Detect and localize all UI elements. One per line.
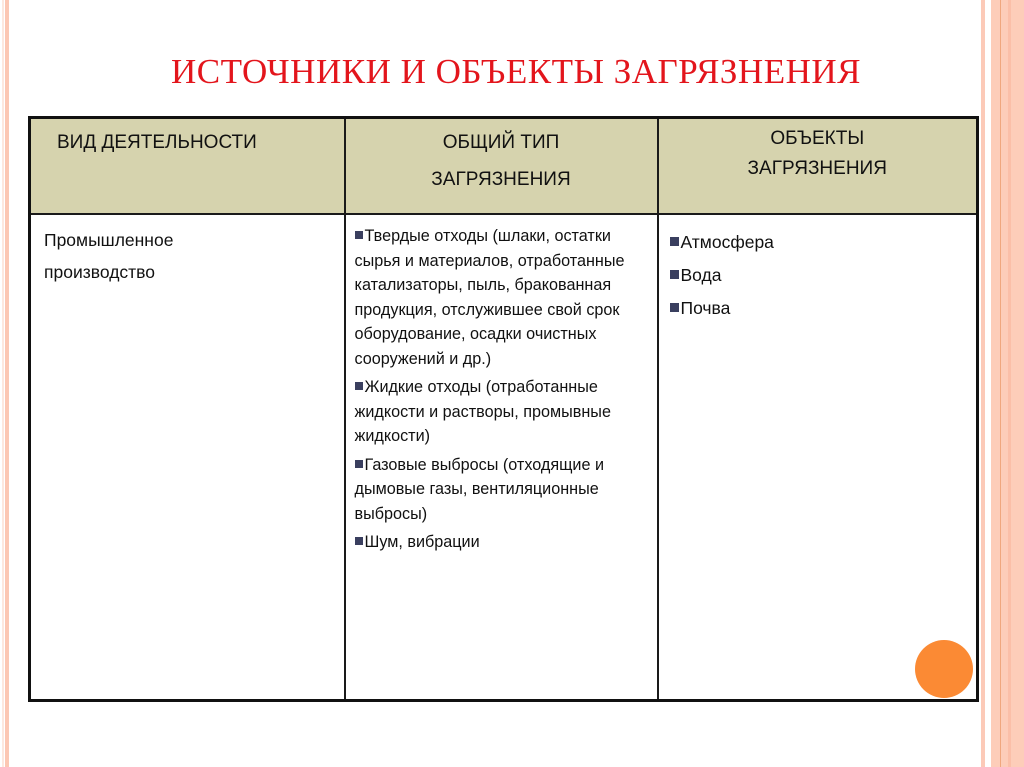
header-pollution-objects <box>658 118 978 215</box>
cell-pollution-objects <box>658 214 978 701</box>
square-bullet-icon <box>355 460 363 468</box>
header-label: ОБЩИЙ ТИП <box>442 132 560 153</box>
decorative-stripe-right-line <box>1000 0 1001 767</box>
square-bullet-icon <box>670 237 679 246</box>
pollution-objects-list <box>660 216 976 325</box>
decorative-stripe-right-inner <box>1008 0 1011 767</box>
list-item-text: Атмосфера <box>680 232 774 252</box>
square-bullet-icon <box>670 303 679 312</box>
cell-activity <box>30 214 345 701</box>
header-activity-type <box>30 118 345 215</box>
table-header-row <box>30 118 978 215</box>
decorative-stripe-left-thin <box>2 0 4 767</box>
header-label: ЗАГРЯЗНЕНИЯ <box>431 169 571 190</box>
list-item-text: Почва <box>680 298 731 318</box>
list-item-text: Газовые выбросы (отходящие и дымовые газы, вентиляционные выбросы) <box>354 455 605 523</box>
list-item <box>670 259 976 292</box>
square-bullet-icon <box>670 270 679 279</box>
list-item-text: Шум, вибрации <box>364 533 480 551</box>
header-label: ОБЪЕКТЫ <box>770 128 865 149</box>
header-pollution-type <box>345 118 658 215</box>
list-item <box>355 453 650 527</box>
decorative-stripe-left <box>5 0 9 767</box>
square-bullet-icon <box>355 231 363 239</box>
square-bullet-icon <box>355 537 363 545</box>
list-item <box>355 530 650 555</box>
pollution-table <box>28 116 979 702</box>
activity-text: Промышленное <box>44 230 174 250</box>
list-item <box>355 224 650 371</box>
slide-title: ИСТОЧНИКИ И ОБЪЕКТЫ ЗАГРЯЗНЕНИЯ <box>170 52 861 91</box>
activity-text: производство <box>44 262 155 282</box>
cell-pollution-types <box>345 214 658 701</box>
list-item <box>355 375 650 449</box>
list-item <box>670 292 976 325</box>
list-item-text: Жидкие отходы (отработанные жидкости и растворы, промывные жидкости) <box>354 378 611 445</box>
header-label: ВИД ДЕЯТЕЛЬНОСТИ <box>57 132 257 153</box>
list-item-text: Вода <box>680 265 722 285</box>
pollution-types-list <box>347 216 656 555</box>
decorative-stripe-right-thin <box>981 0 985 767</box>
table-row <box>30 214 978 701</box>
list-item-text: Твердые отходы (шлаки, остатки сырья и материалов, отработанные катализаторы, пыль, бракованная продукция, отслужившее свой срок оборудование, осадки очистных сооружений и др.) <box>354 227 625 368</box>
header-label: ЗАГРЯЗНЕНИЯ <box>747 158 887 179</box>
list-item <box>670 226 976 259</box>
square-bullet-icon <box>355 382 363 390</box>
